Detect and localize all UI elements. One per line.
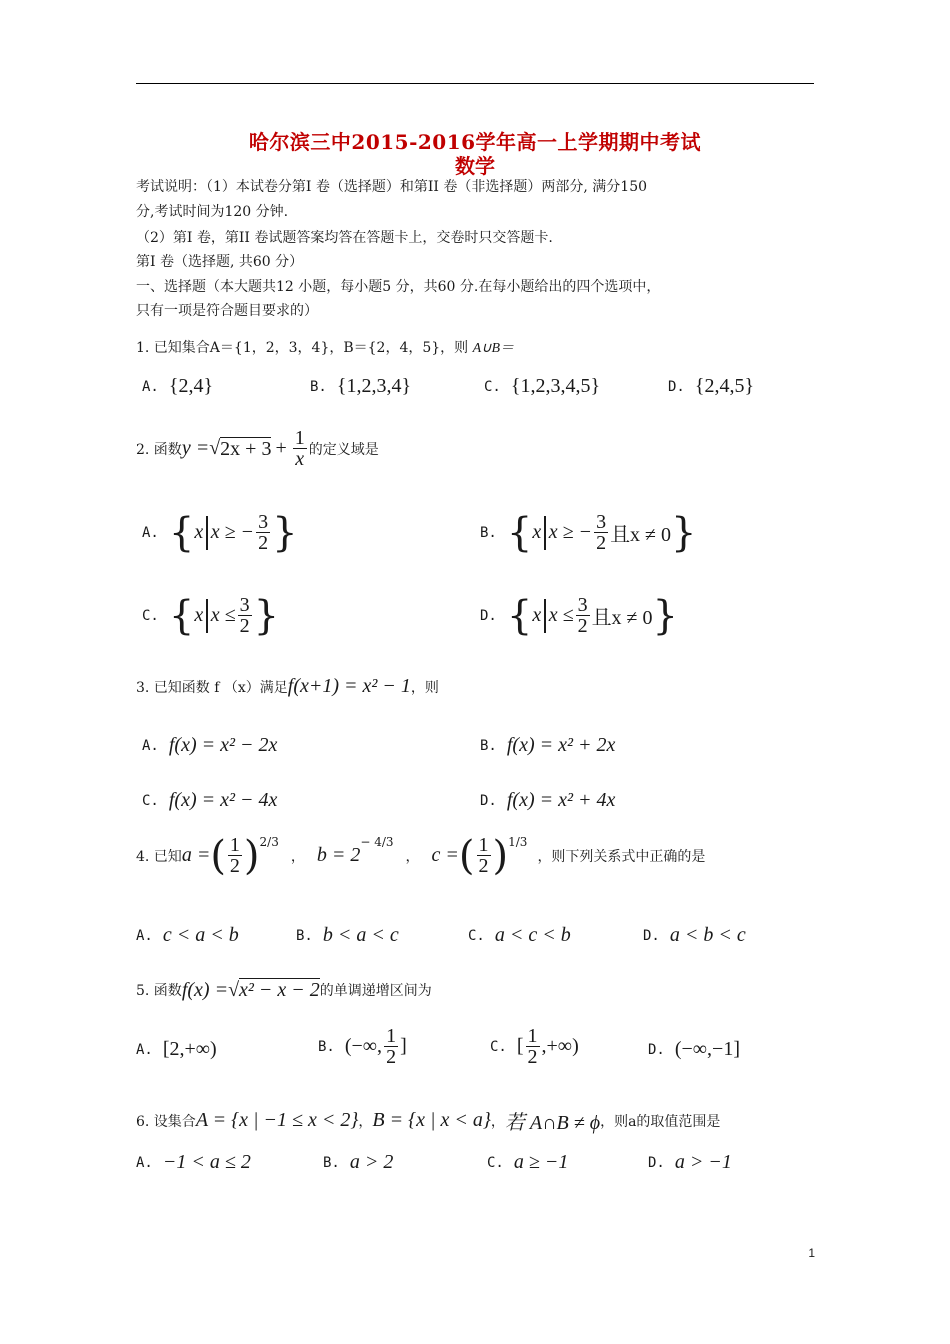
question-2-option-b[interactable] <box>480 509 697 556</box>
question-2-option-d[interactable] <box>480 592 678 639</box>
set-bar <box>206 516 208 550</box>
option-label: A. <box>142 737 159 754</box>
option-label: C. <box>490 1038 507 1055</box>
option-label: D. <box>643 927 660 944</box>
interval-right: ] <box>400 1035 407 1057</box>
option-label: C. <box>142 792 159 809</box>
question-5-stem <box>136 978 432 1002</box>
right-brace: } <box>652 592 678 639</box>
option-label: B. <box>318 1038 335 1055</box>
option-label: D. <box>668 378 685 395</box>
question-4-stem <box>136 832 706 879</box>
option-text: {1,2,3,4,5} <box>510 375 601 397</box>
set-cond: x ≥ − <box>548 521 593 543</box>
interval-fraction <box>384 1026 398 1067</box>
fraction-numerator: 3 <box>239 594 250 616</box>
set-a-expr: A = {x | −1 ≤ x < 2} <box>195 1109 359 1131</box>
option-text: {2,4,5} <box>694 375 755 397</box>
question-1-expr: A∪B＝ <box>472 341 514 356</box>
left-brace: { <box>168 592 195 639</box>
option-text: a > −1 <box>674 1151 732 1173</box>
option-label: B. <box>480 737 497 754</box>
separator: ， <box>490 1113 505 1130</box>
question-5-option-c[interactable] <box>490 1026 579 1067</box>
sqrt-sign: √ <box>228 978 240 1001</box>
option-text: f(x) = x² − 2x <box>168 734 278 756</box>
question-1-option-c[interactable] <box>484 375 600 398</box>
interval-fraction <box>526 1026 540 1067</box>
question-1-option-a[interactable] <box>142 375 213 398</box>
option-text: {1,2,3,4} <box>336 375 412 397</box>
c-lhs: c = <box>431 844 459 866</box>
fraction-numerator: 3 <box>577 594 588 616</box>
question-4-option-a[interactable] <box>136 924 239 947</box>
fraction-denominator: 2 <box>527 1046 538 1068</box>
set-cond: x ≤ <box>548 604 574 626</box>
set-extra: 且x ≠ 0 <box>610 524 672 546</box>
question-6-option-b[interactable] <box>323 1151 393 1174</box>
question-1-option-b[interactable] <box>310 375 411 398</box>
option-label: B. <box>323 1154 340 1171</box>
right-brace: } <box>253 592 280 639</box>
set-cond: x ≤ <box>210 604 236 626</box>
set-var: x <box>194 604 204 626</box>
option-text: [2,+∞) <box>162 1038 217 1060</box>
option-text: f(x) = x² + 4x <box>506 789 616 811</box>
question-1-option-d[interactable] <box>668 375 754 398</box>
question-6-stem <box>136 1106 720 1135</box>
question-5-option-b[interactable] <box>318 1026 407 1067</box>
fraction-denominator: 2 <box>596 532 607 554</box>
question-5-option-a[interactable] <box>136 1038 217 1061</box>
question-5-option-d[interactable] <box>648 1038 740 1061</box>
separator: ， <box>358 1113 373 1130</box>
header-rule <box>136 83 814 84</box>
option-text: f(x) = x² − 4x <box>168 789 278 811</box>
option-text: a ≥ −1 <box>513 1151 569 1173</box>
question-3-option-d[interactable] <box>480 789 615 812</box>
option-text: f(x) = x² + 2x <box>506 734 616 756</box>
question-1-text: 1. 已知集合A＝{1，2，3，4}，B＝{2，4，5}，则 <box>136 340 469 356</box>
c-base <box>477 835 491 876</box>
question-6-text: 6. 设集合 <box>136 1113 196 1130</box>
option-text: a < b < c <box>669 924 746 946</box>
part-description-line1: 一、选择题（本大题共12 小题，每小题5 分，共60 分.在每小题给出的四个选项中， <box>136 279 661 295</box>
b-exponent: − 4/3 <box>360 835 394 849</box>
a-exponent: 2/3 <box>259 835 279 849</box>
question-4-option-d[interactable] <box>643 924 746 947</box>
fraction-numerator: 1 <box>478 834 489 856</box>
a-base <box>228 835 242 876</box>
question-2-text: 2. 函数 <box>136 441 182 458</box>
option-label: C. <box>468 927 485 944</box>
option-label: A. <box>142 378 159 395</box>
question-6-post: ，则a的取值范围是 <box>600 1113 721 1130</box>
question-6-cond: 若 A∩B ≠ ϕ <box>504 1112 601 1134</box>
option-label: C. <box>487 1154 504 1171</box>
question-3-text: 3. 已知函数 f （x）满足 <box>136 679 288 696</box>
question-2-sqrt-arg: 2x + 3 <box>220 437 272 460</box>
fraction-denominator: 2 <box>478 855 489 877</box>
question-2-plus: + <box>275 437 287 459</box>
left-paren: ( <box>458 832 475 879</box>
left-brace: { <box>168 509 195 556</box>
b-expr: b = 2 <box>316 844 361 866</box>
instructions-line2: 分,考试时间为120 分钟. <box>136 204 289 220</box>
set-fraction <box>238 595 252 636</box>
c-exponent: 1/3 <box>508 835 528 849</box>
question-2-fraction <box>293 428 307 469</box>
fraction-denominator: x <box>295 448 305 470</box>
question-5-func: f(x) = <box>181 978 229 1001</box>
part-description-line2: 只有一项是符合题目要求的） <box>136 303 318 319</box>
question-2-post: 的定义域是 <box>308 441 379 458</box>
option-label: D. <box>648 1154 665 1171</box>
option-text: a > 2 <box>349 1151 394 1173</box>
option-label: B. <box>296 927 313 944</box>
set-bar <box>544 516 546 550</box>
question-4-post: ，则下列关系式中正确的是 <box>537 848 706 865</box>
option-text: a < c < b <box>494 924 571 946</box>
question-3-option-c[interactable] <box>142 789 277 812</box>
fraction-denominator: 2 <box>577 615 588 637</box>
set-b-expr: B = {x | x < a} <box>372 1109 491 1131</box>
fraction-numerator: 3 <box>258 511 269 533</box>
option-label: B. <box>310 378 327 395</box>
set-extra: 且x ≠ 0 <box>591 607 653 629</box>
question-5-text: 5. 函数 <box>136 983 182 999</box>
question-2-stem <box>136 428 379 469</box>
option-label: C. <box>142 607 159 624</box>
set-var: x <box>194 521 204 543</box>
right-paren: ) <box>243 832 260 879</box>
question-5-post: 的单调递增区间为 <box>319 983 432 999</box>
question-2-func: y = <box>181 437 210 459</box>
question-6-option-d[interactable] <box>648 1151 732 1174</box>
set-var: x <box>532 521 542 543</box>
option-label: D. <box>648 1041 665 1058</box>
question-5-sqrt-arg: x² − x − 2 <box>239 979 320 1001</box>
fraction-numerator: 1 <box>294 427 305 449</box>
set-cond: x ≥ − <box>210 521 255 543</box>
fraction-denominator: 2 <box>229 855 240 877</box>
question-3-expr: f(x+1) = x² − 1 <box>287 675 411 697</box>
fraction-denominator: 2 <box>239 615 250 637</box>
left-paren: ( <box>210 832 226 879</box>
option-label: D. <box>480 607 497 624</box>
option-label: A. <box>136 927 153 944</box>
set-bar <box>206 599 208 633</box>
option-text: {2,4} <box>168 375 214 397</box>
sqrt-sign: √ <box>209 437 221 459</box>
separator: ， <box>290 848 305 865</box>
fraction-numerator: 1 <box>527 1025 538 1047</box>
separator: ， <box>405 848 420 865</box>
option-text: (−∞,−1] <box>674 1038 740 1060</box>
set-bar <box>544 599 546 633</box>
exam-title: 哈尔滨三中2015-2016学年高一上学期期中考试 <box>248 130 702 154</box>
right-brace: } <box>671 509 697 556</box>
option-label: D. <box>480 792 497 809</box>
subject-title: 数学 <box>455 154 495 178</box>
instructions-line1: 考试说明：（1）本试卷分第I 卷（选择题）和第II 卷（非选择题）两部分, 满分150 <box>136 179 648 195</box>
fraction-numerator: 1 <box>386 1025 397 1047</box>
question-3-option-a[interactable] <box>142 734 277 757</box>
set-fraction <box>256 512 270 553</box>
fraction-numerator: 3 <box>596 511 607 533</box>
option-label: B. <box>480 524 497 541</box>
interval-left: (−∞, <box>344 1035 383 1057</box>
right-brace: } <box>272 509 298 556</box>
set-fraction <box>594 512 608 553</box>
left-brace: { <box>506 509 533 556</box>
a-lhs: a = <box>181 844 211 866</box>
question-6-option-c[interactable] <box>487 1151 568 1174</box>
question-1-stem <box>136 338 514 359</box>
option-label: A. <box>142 524 159 541</box>
option-text: b < a < c <box>322 924 399 946</box>
option-label: A. <box>136 1154 153 1171</box>
option-label: C. <box>484 378 501 395</box>
question-3-post: ，则 <box>410 679 439 696</box>
fraction-denominator: 2 <box>258 532 269 554</box>
question-6-option-a[interactable] <box>136 1151 251 1174</box>
question-4-text: 4. 已知 <box>136 848 182 865</box>
interval-right: ,+∞) <box>541 1035 579 1057</box>
section-heading: 第I 卷（选择题, 共60 分） <box>136 254 304 270</box>
left-brace: { <box>506 592 533 639</box>
set-fraction <box>576 595 590 636</box>
interval-left: [ <box>516 1035 524 1057</box>
option-text: −1 < a ≤ 2 <box>162 1151 251 1173</box>
question-2-option-a[interactable] <box>142 509 298 556</box>
option-label: A. <box>136 1041 153 1058</box>
set-var: x <box>532 604 542 626</box>
question-2-option-c[interactable] <box>142 592 280 639</box>
right-paren: ) <box>492 832 509 879</box>
question-4-option-b[interactable] <box>296 924 399 947</box>
fraction-numerator: 1 <box>229 834 240 856</box>
instructions-line3: （2）第I 卷，第II 卷试题答案均答在答题卡上，交卷时只交答题卡. <box>136 230 553 246</box>
option-text: c < a < b <box>162 924 239 946</box>
question-4-option-c[interactable] <box>468 924 571 947</box>
page-number: 1 <box>808 1246 815 1260</box>
fraction-denominator: 2 <box>386 1046 397 1068</box>
question-3-option-b[interactable] <box>480 734 615 757</box>
question-3-stem <box>136 675 439 698</box>
